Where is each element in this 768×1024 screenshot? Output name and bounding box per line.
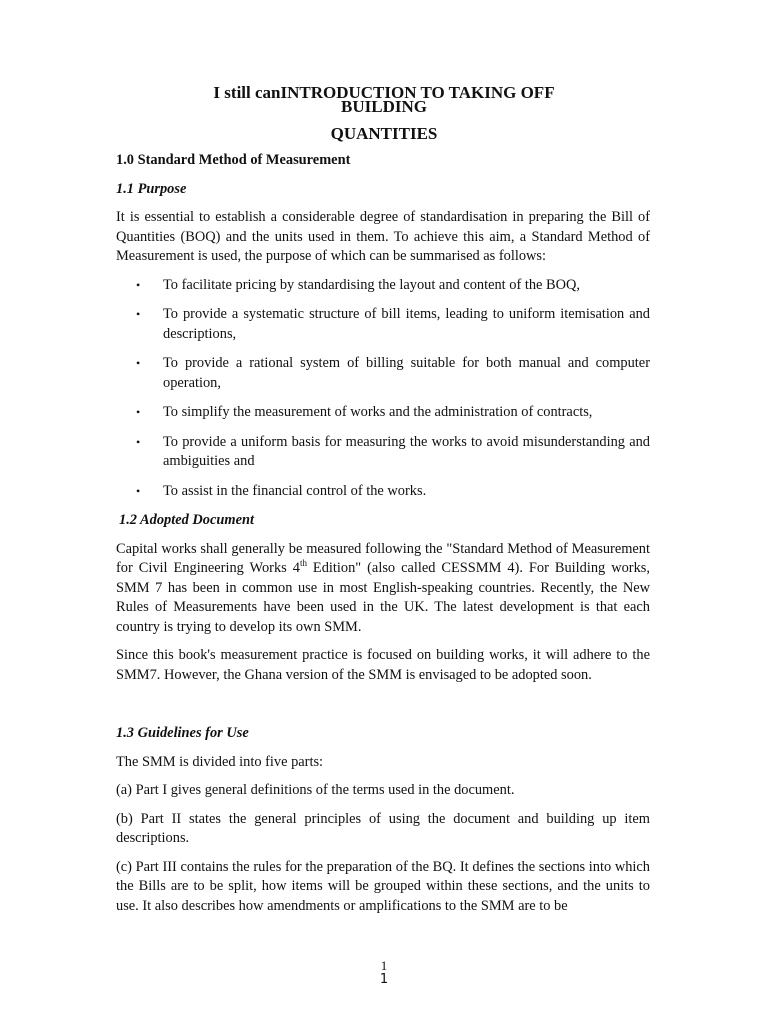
bullet-icon: • xyxy=(136,405,141,419)
superscript-th: th xyxy=(299,558,307,569)
bullet-icon: • xyxy=(136,434,141,449)
list-item xyxy=(116,305,650,344)
guidelines-paragraph-2: (a) Part I gives general definitions of the terms used in the document. xyxy=(116,782,515,798)
paragraph-spacer xyxy=(116,694,650,724)
document-body xyxy=(116,151,650,925)
list-item-text: To provide a systematic structure of bill items, leading to uniform itemisation and descriptions, xyxy=(163,306,650,342)
adopted-document-text-part-2: Edition" (also called CESSMM 4). For Building works, SMM 7 has been in common use in most English-speaking countries. Recently, the New Rules of Measurements have been used in the UK. The latest development is that each country is trying to develop its own SMM. xyxy=(116,560,650,635)
document-title-line-3: QUANTITIES xyxy=(330,124,438,143)
guidelines-paragraph-3: (b) Part II states the general principles of using the document and building up item descriptions. xyxy=(116,810,650,846)
purpose-paragraph: It is essential to establish a considerable degree of standardisation in preparing the Bill of Quantities (BOQ) and the units used in them. To achieve this aim, a Standard Method of Measurement is used, the purpose of which can be summarised as follows: xyxy=(116,209,650,264)
document-title-line-2: BUILDING xyxy=(341,97,427,116)
list-item-text: To assist in the financial control of the works. xyxy=(163,482,427,499)
purpose-bullet-list xyxy=(116,276,650,502)
bullet-icon: • xyxy=(136,307,141,321)
list-item-text: To simplify the measurement of works and the administration of contracts, xyxy=(163,404,593,420)
bullet-icon: • xyxy=(136,277,141,292)
document-title-line-1: I still canINTRODUCTION TO TAKING OFF xyxy=(213,83,555,102)
list-item xyxy=(116,403,650,423)
section-heading-1-2: 1.2 Adopted Document xyxy=(119,512,254,528)
section-heading-1-0: 1.0 Standard Method of Measurement xyxy=(116,152,351,168)
list-item-text: To facilitate pricing by standardising the layout and content of the BOQ, xyxy=(163,276,581,293)
adopted-document-text-part-1: Capital works shall generally be measured following the "Standard Method of Measurement for Civil Engineering Works 4 xyxy=(116,540,650,576)
bullet-icon: • xyxy=(136,483,141,498)
list-item xyxy=(116,354,650,393)
bullet-icon: • xyxy=(136,356,141,370)
list-item xyxy=(116,276,650,296)
page-number-field: 1 xyxy=(380,958,388,973)
list-item xyxy=(116,433,650,472)
guidelines-paragraph-4: (c) Part III contains the rules for the preparation of the BQ. It defines the sections into which the Bills are to be split, how items will be grouped within these sections, and the units to use. It also describes how amendments or amplifications to the SMM are to be xyxy=(116,858,650,914)
list-item-text: To provide a rational system of billing suitable for both manual and computer operation, xyxy=(163,355,650,391)
section-heading-1-1: 1.1 Purpose xyxy=(116,180,187,197)
list-item-text: To provide a uniform basis for measuring the works to avoid misunderstanding and ambiguities and xyxy=(163,433,650,469)
page-number: 1 xyxy=(379,972,389,987)
adopted-document-paragraph-2: Since this book's measurement practice is focused on building works, it will adhere to the SMM7. However, the Ghana version of the SMM is envisaged to be adopted soon. xyxy=(116,647,650,683)
section-heading-1-3: 1.3 Guidelines for Use xyxy=(116,725,249,741)
list-item xyxy=(116,482,650,502)
guidelines-paragraph-1: The SMM is divided into five parts: xyxy=(116,753,324,770)
adopted-document-paragraph-1 xyxy=(116,540,650,638)
